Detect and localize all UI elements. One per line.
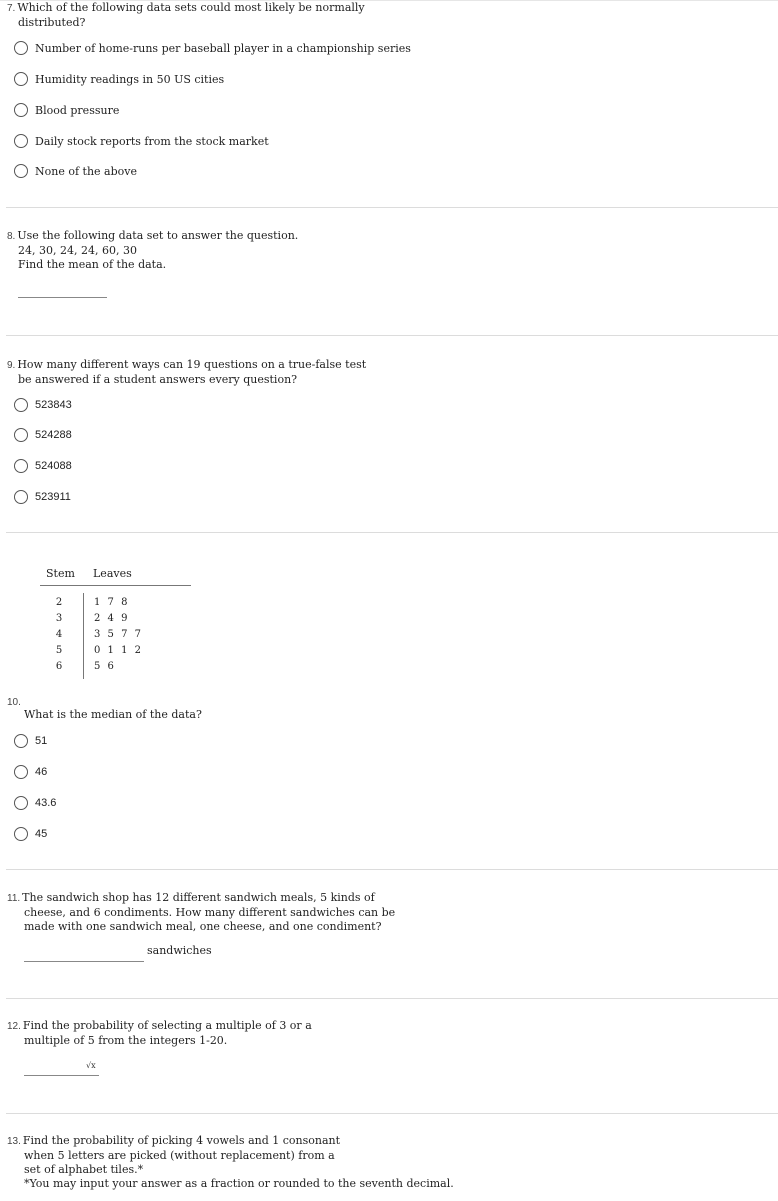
radio-button[interactable] xyxy=(14,796,28,810)
radio-button[interactable] xyxy=(14,164,28,178)
option-radio[interactable]: Number of home-runs per baseball player in a championship series xyxy=(14,40,411,56)
question-number: 13. xyxy=(7,1136,21,1147)
answer-unit: sandwiches xyxy=(147,944,212,957)
option-radio[interactable]: Blood pressure xyxy=(14,102,119,118)
option-radio[interactable]: Daily stock reports from the stock market xyxy=(14,133,269,149)
radio-button[interactable] xyxy=(14,827,28,841)
leaf-values: 3 5 7 7 xyxy=(94,629,143,640)
stem-leaf-divider xyxy=(83,593,84,679)
radio-button[interactable] xyxy=(14,765,28,779)
question-number: 9. xyxy=(7,360,16,371)
radio-button[interactable] xyxy=(14,72,28,86)
question-9-text: 9. How many different ways can 19 questions on a true-false test be answered if a student answers every question? xyxy=(7,358,367,386)
question-12-text: 12. Find the probability of selecting a multiple of 3 or a multiple of 5 from the integers 1-20. xyxy=(7,1019,312,1047)
divider xyxy=(6,869,778,870)
divider xyxy=(6,1113,778,1114)
question-number: 7. xyxy=(7,3,16,14)
option-radio[interactable]: 524088 xyxy=(14,458,72,474)
stem-value: 2 xyxy=(55,597,63,608)
question-number: 10. xyxy=(7,697,21,708)
radio-button[interactable] xyxy=(14,490,28,504)
answer-input[interactable] xyxy=(24,1075,99,1076)
divider xyxy=(6,207,778,208)
stem-header: Stem xyxy=(46,567,75,580)
question-number: 12. xyxy=(7,1021,21,1032)
leaf-values: 2 4 9 xyxy=(94,613,130,624)
answer-input[interactable] xyxy=(18,297,107,298)
question-10-number xyxy=(7,695,23,710)
divider xyxy=(6,998,778,999)
option-radio[interactable]: 523911 xyxy=(14,489,71,505)
question-13-text: 13. Find the probability of picking 4 vowels and 1 consonant when 5 letters are picked (without replacement) from a set of alphabet tiles.* *You may input your answer as a fraction or rounded to the seventh decimal. xyxy=(7,1134,454,1190)
option-radio[interactable]: 45 xyxy=(14,826,47,842)
radio-button[interactable] xyxy=(14,41,28,55)
stem-value: 3 xyxy=(55,613,63,624)
divider xyxy=(6,335,778,336)
option-radio[interactable]: None of the above xyxy=(14,163,137,179)
radio-button[interactable] xyxy=(14,398,28,412)
question-10-text: What is the median of the data? xyxy=(24,708,202,721)
leaf-values: 1 7 8 xyxy=(94,597,130,608)
option-radio[interactable]: 51 xyxy=(14,733,47,749)
radio-button[interactable] xyxy=(14,103,28,117)
answer-input[interactable] xyxy=(24,961,144,962)
question-number: 8. xyxy=(7,231,16,242)
question-8-text: 8. Use the following data set to answer the question. 24, 30, 24, 24, 60, 30 Find the mean of the data. xyxy=(7,229,299,271)
radio-button[interactable] xyxy=(14,134,28,148)
stem-value: 6 xyxy=(55,661,63,672)
leaves-header: Leaves xyxy=(93,567,132,580)
math-input-icon[interactable]: √x xyxy=(86,1061,96,1070)
question-7-text: 7. Which of the following data sets could most likely be normally distributed? xyxy=(7,1,365,29)
leaf-values: 0 1 1 2 xyxy=(94,645,143,656)
divider xyxy=(6,532,778,533)
option-radio[interactable]: 523843 xyxy=(14,397,72,413)
question-11-text: 11. The sandwich shop has 12 different sandwich meals, 5 kinds of cheese, and 6 condiments. How many different sandwiches can be made with one sandwich meal, one cheese, and one condiment? xyxy=(7,891,396,933)
stem-value: 4 xyxy=(55,629,63,640)
header-rule xyxy=(40,585,191,586)
radio-button[interactable] xyxy=(14,459,28,473)
radio-button[interactable] xyxy=(14,734,28,748)
option-radio[interactable]: 43.6 xyxy=(14,795,56,811)
leaf-values: 5 6 xyxy=(94,661,116,672)
option-radio[interactable]: 524288 xyxy=(14,427,72,443)
option-radio[interactable]: Humidity readings in 50 US cities xyxy=(14,71,224,87)
radio-button[interactable] xyxy=(14,428,28,442)
question-number: 11. xyxy=(7,893,21,904)
option-radio[interactable]: 46 xyxy=(14,764,47,780)
stem-value: 5 xyxy=(55,645,63,656)
